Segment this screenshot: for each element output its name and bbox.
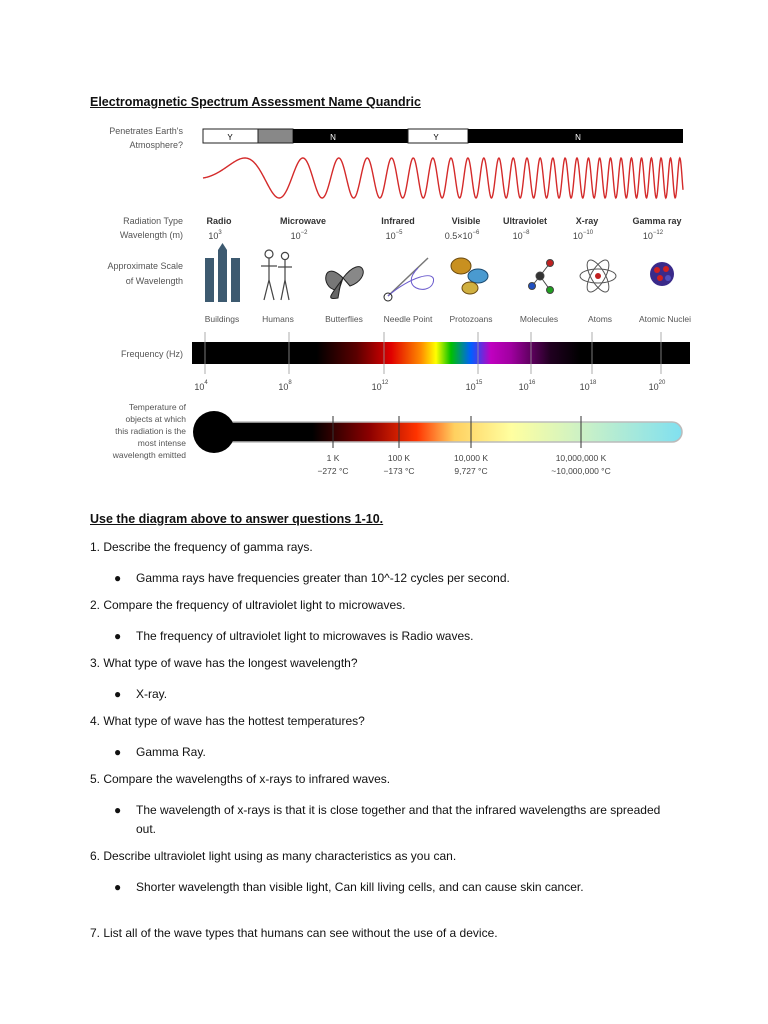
answer-3 [114, 685, 674, 704]
radiation-type-name: Visible [451, 216, 481, 226]
radiation-type-name: Gamma ray [632, 216, 682, 226]
atom-icon [580, 257, 616, 295]
wavelength-exponent: −12 [652, 230, 664, 236]
atomic-nuclei-icon [650, 262, 674, 286]
answer-text: Shorter wavelength than visible light, Can kill living cells, and can cause skin cancer. [136, 880, 584, 894]
frequency-tick-label: $10^{15}$ [465, 380, 483, 392]
wavelength-value: $10^3$ [208, 230, 222, 241]
wavelength-value: $10^{-2}$ [290, 230, 308, 241]
temp-label-line-4: most intense [137, 438, 186, 448]
temp-label-line-3: this radiation is the [115, 426, 186, 436]
temperature-celsius: −173 °C [383, 466, 415, 476]
scale-label-1: Approximate Scale [107, 261, 183, 271]
wavelength-value: $0.5\times 10^{-6}$ [444, 230, 480, 241]
radiation-type-name: Infrared [381, 216, 415, 226]
atmosphere-y-label-1: Y [227, 133, 233, 142]
answer-1 [114, 569, 674, 588]
question-2: 2. Compare the frequency of ultraviolet light to microwaves. [90, 598, 406, 612]
frequency-label: Frequency (Hz) [120, 349, 183, 359]
scale-item-label: Buildings [204, 314, 240, 324]
frequency-exponent: 4 [204, 380, 208, 386]
frequency-tick-label: $10^{18}$ [579, 380, 597, 392]
wavelength-value: $10^{-10}$ [572, 230, 594, 241]
radiation-type-name: Microwave [279, 216, 327, 226]
question-4: 4. What type of wave has the hottest temperatures? [90, 714, 365, 728]
atmosphere-segment-n1 [293, 129, 408, 143]
radiation-type-name: Ultraviolet [502, 216, 548, 226]
atmosphere-segment-gray1 [258, 129, 293, 143]
bullet-icon: ● [114, 629, 122, 643]
answer-6 [114, 878, 674, 897]
instructions: Use the diagram above to answer questions 1-10. [90, 512, 384, 526]
wavelength-exponent: −2 [300, 230, 308, 236]
wavelength-value: $10^{-12}$ [642, 230, 664, 241]
humans-icon [261, 250, 292, 300]
wavelength-exponent: −5 [395, 230, 403, 236]
question-7: 7. List all of the wave types that humans can see without the use of a device. [90, 926, 498, 940]
frequency-tick-label: $10^{16}$ [518, 380, 536, 392]
temp-label-line-5: wavelength emitted [112, 450, 186, 460]
question-6: 6. Describe ultraviolet light using as many characteristics as you can. [90, 849, 457, 863]
frequency-tick-label: $10^{20}$ [648, 380, 666, 392]
thermometer-bulb [193, 411, 235, 453]
bullet-icon: ● [114, 745, 122, 759]
frequency-exponent: 12 [381, 380, 389, 386]
answer-text: The frequency of ultraviolet light to microwaves is Radio waves. [136, 629, 474, 643]
answer-5 [114, 801, 674, 839]
answer-text: Gamma rays have frequencies greater than 10^-12 cycles per second. [136, 571, 510, 585]
radiation-type-name: Radio [206, 216, 232, 226]
answer-4 [114, 743, 674, 762]
buildings-icon [205, 243, 240, 302]
needle-point-icon [384, 258, 434, 301]
answer-text: The wavelength of x-rays is that it is close together and that the infrared wavelengths are spreaded out. [136, 803, 661, 836]
frequency-bar [192, 342, 690, 364]
frequency-exponent: 20 [658, 380, 666, 386]
temperature-celsius: ~10,000,000 °C [551, 466, 611, 476]
frequency-tick-label: $10^{12}$ [371, 380, 389, 392]
bullet-icon: ● [114, 803, 122, 817]
atmosphere-y-label-2: Y [433, 133, 439, 142]
penetrates-label-2: Atmosphere? [129, 140, 183, 150]
frequency-exponent: 15 [475, 380, 483, 386]
scale-item-label: Protozoans [449, 314, 493, 324]
temperature-kelvin: 10,000,000 K [555, 453, 607, 463]
wavelength-value: $10^{-5}$ [385, 230, 403, 241]
wavelength-label: Wavelength (m) [119, 230, 183, 240]
temperature-kelvin: 10,000 K [453, 453, 489, 463]
bullet-icon: ● [114, 880, 122, 894]
scale-item-label: Humans [262, 314, 294, 324]
frequency-tick-label: $10^4$ [194, 380, 208, 392]
answer-2 [114, 627, 674, 646]
question-5: 5. Compare the wavelengths of x-rays to infrared waves. [90, 772, 391, 786]
wavelength-exponent: 3 [218, 230, 222, 236]
scale-item-label: Butterflies [325, 314, 363, 324]
wavelength-value: $10^{-8}$ [512, 230, 530, 241]
butterfly-icon [326, 267, 363, 299]
scale-item-label: Needle Point [383, 314, 433, 324]
answer-text: X-ray. [136, 687, 168, 701]
protozoans-icon [451, 258, 488, 294]
temp-label-line-1: Temperature of [128, 402, 186, 412]
scale-item-label: Atoms [587, 314, 613, 324]
radiation-type-label: Radiation Type [123, 216, 183, 226]
question-3: 3. What type of wave has the longest wavelength? [90, 656, 358, 670]
frequency-tick-label: $10^8$ [278, 380, 292, 392]
frequency-exponent: 18 [589, 380, 597, 386]
frequency-exponent: 16 [528, 380, 536, 386]
answer-text: Gamma Ray. [136, 745, 206, 759]
radiation-type-name: X-ray [575, 216, 599, 226]
temperature-celsius: 9,727 °C [454, 466, 488, 476]
temp-label-line-2: objects at which [125, 414, 186, 424]
atmosphere-n-label-1: N [330, 133, 336, 142]
atmosphere-n-label-2: N [575, 133, 581, 142]
molecules-icon [529, 260, 554, 294]
scale-label-2: of Wavelength [125, 276, 183, 286]
question-1: 1. Describe the frequency of gamma rays. [90, 540, 313, 554]
temperature-kelvin: 100 K [387, 453, 411, 463]
bullet-icon: ● [114, 571, 122, 585]
temperature-kelvin: 1 K [326, 453, 340, 463]
wavelength-exponent: −8 [522, 230, 530, 236]
bullet-icon: ● [114, 687, 122, 701]
temperature-bar [208, 422, 682, 442]
temperature-celsius: −272 °C [317, 466, 349, 476]
em-spectrum-diagram [88, 118, 703, 488]
penetrates-label-1: Penetrates Earth's [109, 126, 183, 136]
page-title: Electromagnetic Spectrum Assessment Name Quandric [90, 95, 421, 109]
scale-item-label: Molecules [519, 314, 559, 324]
wave-curve [203, 158, 683, 198]
wavelength-exponent: −10 [582, 230, 594, 236]
scale-item-label: Atomic Nuclei [639, 314, 691, 324]
wavelength-exponent: −6 [472, 230, 480, 236]
frequency-exponent: 8 [288, 380, 292, 386]
